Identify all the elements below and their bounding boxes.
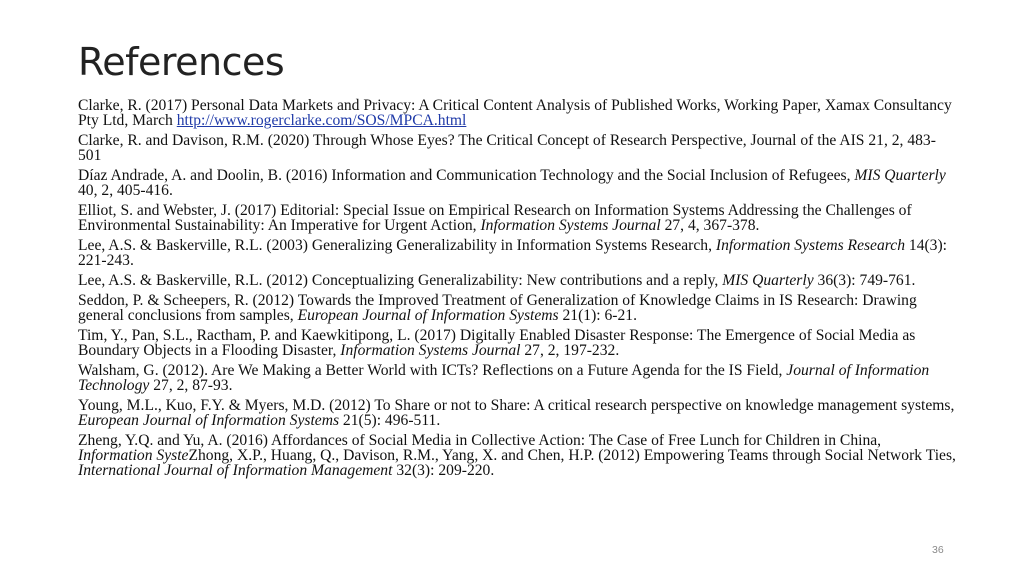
reference-text: Lee, A.S. & Baskerville, R.L. (2012) Conceptualizing Generalizability: New contributions and a reply, [78,272,723,289]
journal-name: European Journal of Information Systems [297,307,559,324]
reference-citation: 36(3): 749-761. [813,272,916,289]
journal-name: Information Systems Journal [340,342,521,359]
journal-name: International Journal of Information Management [78,462,393,480]
journal-name: Journal of Information Technology [78,361,930,394]
reference-item [78,273,958,288]
reference-text: Clarke, R. and Davison, R.M. (2020) Through Whose Eyes? The Critical Concept of Research Perspective, Journal of the AIS 21, 2, 483-501 [78,132,936,165]
reference-citation: 27, 2, 197-232. [520,342,620,359]
reference-item [78,293,958,323]
reference-text: Walsham, G. (2012). Are We Making a Better World with ICTs? Reflections on a Future Agenda for the IS Field, [78,361,787,379]
reference-list [78,98,958,483]
journal-name: Information Systems Journal [480,217,661,235]
reference-text: Tim, Y., Pan, S.L., Ractham, P. and Kaewkitipong, L. (2017) Digitally Enabled Disaster Response: The Emergence of Social Media as Boundary Objects in a Flooding Disaster, [78,326,916,359]
reference-citation: 21(1): 6-21. [558,307,637,324]
journal-name: MIS Quarterly [722,272,814,289]
journal-name: Information Systems Research [715,237,905,254]
reference-text: Díaz Andrade, A. and Doolin, B. (2016) Information and Communication Technology and the Social Inclusion of Refugees, [78,167,855,184]
reference-item [78,363,958,393]
reference-citation: 27, 4, 367-378. [660,217,760,235]
reference-item [78,203,958,233]
reference-item [78,328,958,358]
page-number: 36 [932,544,944,556]
reference-item [78,133,958,163]
reference-text: Zheng, Y.Q. and Yu, A. (2016) Affordances of Social Media in Collective Action: The Case of Free Lunch for Children in China, [78,431,882,449]
reference-item [78,168,958,198]
journal-name: European Journal of Information Systems [78,412,340,429]
reference-citation: 14(3): 221-243. [78,237,948,270]
reference-item [78,398,958,428]
reference-item [78,433,958,479]
reference-text: Seddon, P. & Scheepers, R. (2012) Towards the Improved Treatment of Generalization of Knowledge Claims in IS Research: Drawing general conclusions from samples, [78,291,917,324]
reference-citation: 40, 2, 405-416. [78,182,173,200]
reference-citation: 27, 2, 87-93. [149,377,233,394]
reference-text: Young, M.L., Kuo, F.Y. & Myers, M.D. (2012) To Share or not to Share: A critical research perspective on knowledge management systems, [78,396,955,414]
reference-item [78,238,958,268]
page-title: References [78,40,285,84]
journal-name: MIS Quarterly [854,167,946,184]
reference-citation: 32(3): 209-220. [392,462,495,480]
reference-citation: 21(5): 496-511. [339,412,441,429]
reference-text: Elliot, S. and Webster, J. (2017) Editorial: Special Issue on Empirical Research on Information Systems Addressing the Challenges of Environmental Sustainability: An Imperative for Urgent Action, [78,202,912,235]
journal-name: Information Syste [78,447,189,464]
reference-link[interactable]: http://www.rogerclarke.com/SOS/MPCA.html [176,112,467,130]
reference-item [78,98,958,128]
reference-text: Clarke, R. (2017) Personal Data Markets and Privacy: A Critical Content Analysis of Published Works, Working Paper, Xamax Consultancy Pty Ltd, March [78,97,952,130]
reference-text: Lee, A.S. & Baskerville, R.L. (2003) Generalizing Generalizability in Information Systems Research, [78,237,716,254]
reference-text: Zhong, X.P., Huang, Q., Davison, R.M., Yang, X. and Chen, H.P. (2012) Empowering Teams through Social Network Ties, [188,447,956,464]
